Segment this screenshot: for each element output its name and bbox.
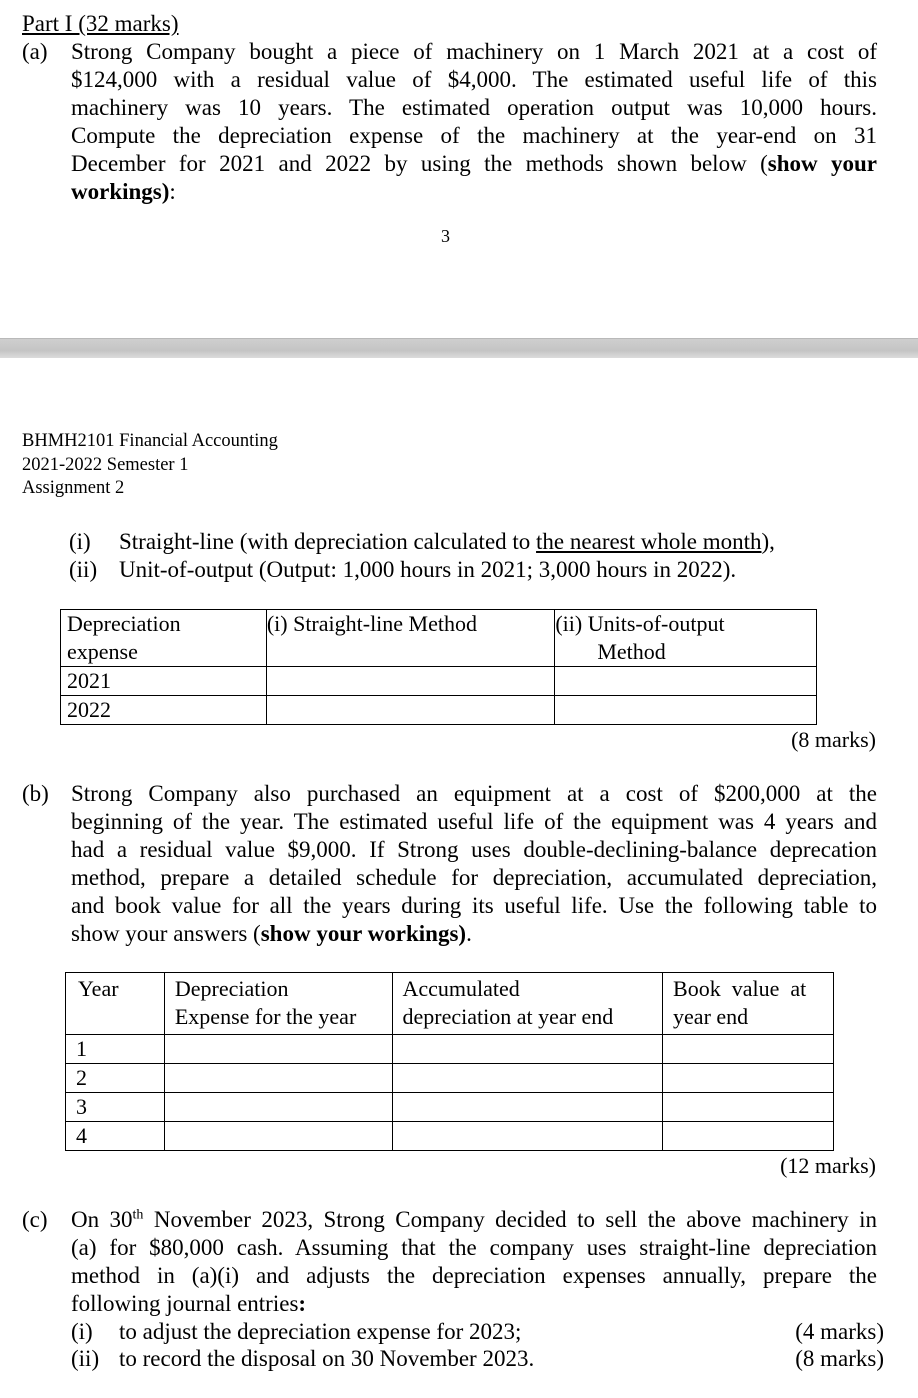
question-a-line: $124,000 with a residual value of $4,000. The estimated useful life of this [71,67,877,92]
question-a-line: Compute the depreciation expense of the machinery at the year-end on 31 [71,123,877,148]
method-i-label: (i) [69,529,91,554]
marks-c-ii: (8 marks) [795,1346,884,1371]
question-a-label: (a) [22,39,48,64]
table-header-row [61,610,817,667]
row-year-2022: 2022 [61,696,267,725]
table-row [61,667,817,696]
question-c-i-text: to adjust the depreciation expense for 2023; [119,1319,522,1344]
method-ii-label: (ii) [69,557,98,582]
table-row [66,1093,834,1122]
question-b-line: Strong Company also purchased an equipment at a cost of $200,000 at the [71,781,877,806]
row-year-2: 2 [66,1064,165,1093]
cell-straight-line-2021[interactable] [266,667,555,696]
page-number: 3 [441,226,450,246]
question-c-line: following journal entries: [71,1291,307,1316]
question-c-i-label: (i) [71,1319,93,1344]
table-header-row [66,973,834,1035]
question-c-text [71,1206,877,1318]
question-a-line: December for 2021 and 2022 by using the methods shown below (show your [71,151,878,176]
question-b-line: show your answers (show your workings). [71,921,472,946]
question-a-line: Strong Company bought a piece of machinery on 1 March 2021 at a cost of [71,39,877,64]
question-b-line: and book value for all the years during its useful life. Use the following table to [71,893,877,918]
table-row [66,1064,834,1093]
cell-units-2022[interactable] [555,696,817,725]
cell-book-1[interactable] [663,1035,834,1064]
question-a-line: machinery was 10 years. The estimated operation output was 10,000 hours. [71,95,877,120]
cell-straight-line-2022[interactable] [266,696,555,725]
question-a-text [71,38,877,206]
question-c-line: On 30th November 2023, Strong Company decided to sell the above machinery in [71,1207,877,1232]
assignment-title: Assignment 2 [22,478,125,498]
question-b-line: had a residual value $9,000. If Strong uses double-declining-balance deprecation [71,837,877,862]
row-year-3: 3 [66,1093,165,1122]
question-b-text [71,780,877,948]
header-year: Year [66,973,165,1035]
semester: 2021-2022 Semester 1 [22,454,189,475]
cell-accum-3[interactable] [392,1093,663,1122]
cell-accum-2[interactable] [392,1064,663,1093]
question-c-ii-text: to record the disposal on 30 November 2023. [119,1346,535,1371]
header-depreciation-expense: Depreciation Expense for the year [164,973,392,1035]
cell-book-2[interactable] [663,1064,834,1093]
question-c-label: (c) [22,1207,48,1232]
header-book-value: Book value at year end [663,973,834,1035]
question-c-ii-label: (ii) [71,1346,100,1371]
table-row [66,1122,834,1151]
cell-expense-3[interactable] [164,1093,392,1122]
question-b-label: (b) [22,781,49,806]
question-b-line: method, prepare a detailed schedule for depreciation, accumulated depreciation, [71,865,877,890]
header-straight-line: (i) Straight-line Method [266,610,555,667]
course-header [22,430,278,501]
table-row [66,1035,834,1064]
header-accumulated-depreciation: Accumulated depreciation at year end [392,973,663,1035]
row-year-1: 1 [66,1035,165,1064]
cell-accum-1[interactable] [392,1035,663,1064]
cell-book-3[interactable] [663,1093,834,1122]
ddb-schedule-table [65,972,834,1151]
method-i-text: Straight-line (with depreciation calculated to the nearest whole month), [119,529,775,554]
cell-expense-1[interactable] [164,1035,392,1064]
cell-accum-4[interactable] [392,1122,663,1151]
marks-c-i: (4 marks) [795,1319,884,1344]
question-a-line: workings): [71,179,176,204]
course-title: BHMH2101 Financial Accounting [22,431,278,451]
question-b-line: beginning of the year. The estimated useful life of the equipment was 4 years and [71,809,877,834]
header-units-of-output: (ii) Units-of-output Method [555,610,817,667]
depreciation-table-a [60,609,817,725]
page-break-divider [0,338,918,358]
row-year-2021: 2021 [61,667,267,696]
header-depreciation-expense: Depreciation expense [61,610,267,667]
row-year-4: 4 [66,1122,165,1151]
method-ii-text: Unit-of-output (Output: 1,000 hours in 2021; 3,000 hours in 2022). [119,557,737,582]
cell-expense-4[interactable] [164,1122,392,1151]
cell-book-4[interactable] [663,1122,834,1151]
table-row [61,696,817,725]
question-c-line: method in (a)(i) and adjusts the depreciation expenses annually, prepare the [71,1263,877,1288]
marks-a: (8 marks) [791,727,876,752]
cell-expense-2[interactable] [164,1064,392,1093]
question-c-line: (a) for $80,000 cash. Assuming that the company uses straight-line depreciation [71,1235,877,1260]
part-heading: Part I (32 marks) [22,11,179,36]
marks-b: (12 marks) [780,1153,876,1178]
cell-units-2021[interactable] [555,667,817,696]
